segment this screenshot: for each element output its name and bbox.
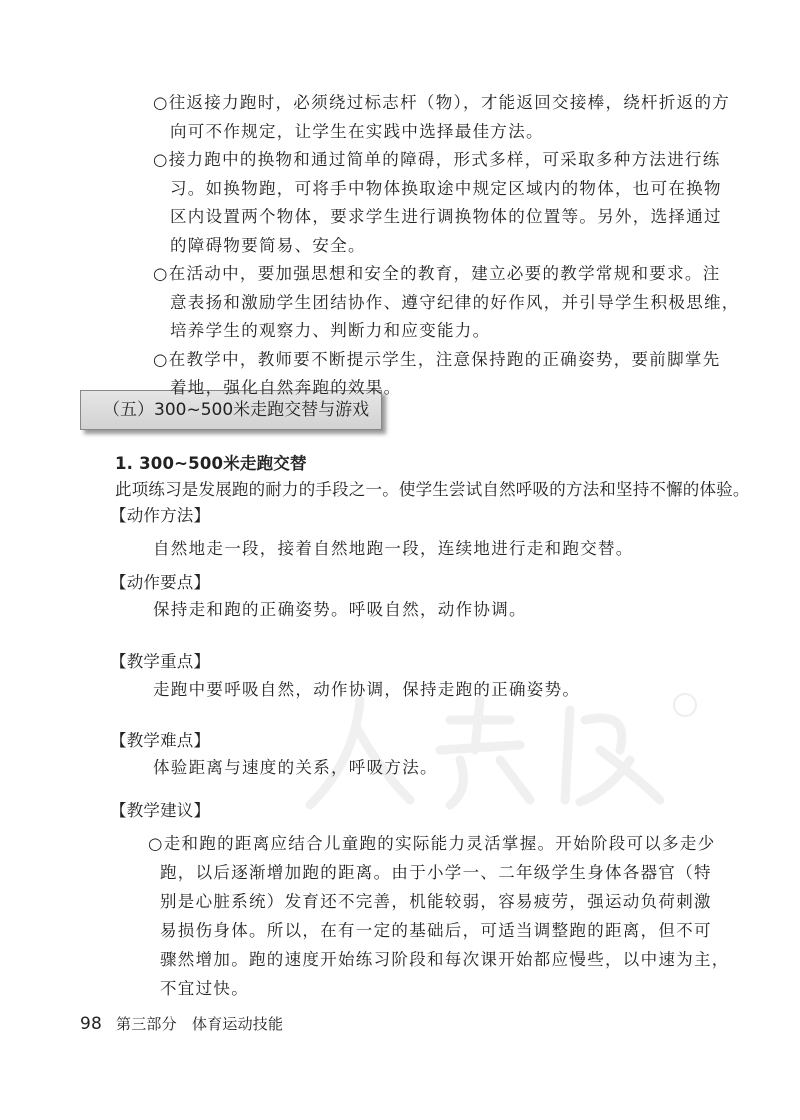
bullet-continuation: 培养学生的观察力、判断力和应变能力。 (170, 321, 491, 340)
block-label: 【动作要点】 (110, 573, 211, 592)
page-number: 98 (80, 1014, 103, 1034)
block-text: 保持走和跑的正确姿势。呼吸自然，动作协调。 (153, 600, 527, 619)
suggestion-continuation: 跑，以后逐渐增加跑的距离。由于小学一、二年级学生身体各器官（特 (160, 863, 712, 882)
bullet-continuation: 意表扬和激励学生团结协作、遵守纪律的好作风，并引导学生积极思维， (170, 292, 740, 312)
bullet-continuation: 的障碍物要简易、安全。 (170, 235, 366, 255)
bullet-item: ○在教学中，教师要不断提示学生，注意保持跑的正确姿势，要前脚掌先 (153, 349, 721, 369)
suggestion-continuation: 别是心脏系统）发育还不完善，机能较弱，容易疲劳，强运动负荷刺激 (160, 892, 712, 911)
suggestion-continuation: 易损伤身体。所以，在有一定的基础后，可适当调整跑的距离，但不可 (160, 921, 712, 940)
block-label: 【教学难点】 (110, 731, 211, 750)
block-label: 【教学重点】 (110, 652, 211, 671)
block-text: 走跑中要呼吸自然，动作协调，保持走跑的正确姿势。 (153, 680, 581, 699)
block-label: 【教学建议】 (110, 801, 211, 820)
suggestion-item: ○走和跑的距离应结合儿童跑的实际能力灵活掌握。开始阶段可以多走少 (148, 834, 716, 853)
block-text: 自然地走一段，接着自然地跑一段，连续地进行走和跑交替。 (153, 539, 634, 558)
bullet-continuation: 区内设置两个物体，要求学生进行调换物体的位置等。另外，选择通过 (170, 207, 722, 226)
section-title: （五）300~500米走跑交替与游戏 (103, 400, 370, 420)
block-text: 体验距离与速度的关系，呼吸方法。 (153, 758, 438, 777)
bullet-continuation: 习。如换物跑，可将手中物体换取途中规定区域内的物体，也可在换物 (170, 178, 722, 198)
bullet-continuation: 着地，强化自然奔跑的效果。 (170, 378, 402, 397)
bullet-continuation: 向可不作规定，让学生在实践中选择最佳方法。 (170, 121, 544, 141)
suggestion-continuation: 骤然增加。跑的速度开始练习阶段和每次课开始都应慢些，以中速为主， (160, 950, 730, 969)
bullet-item: ○在活动中，要加强思想和安全的教育，建立必要的教学常规和要求。注 (153, 264, 721, 283)
footer-part-title: 第三部分 体育运动技能 (116, 1015, 284, 1033)
intro-paragraph: 此项练习是发展跑的耐力的手段之一。使学生尝试自然呼吸的方法和坚持不懈的体验。 (115, 480, 750, 499)
publisher-watermark-logo (300, 690, 700, 810)
suggestion-continuation: 不宜过快。 (160, 979, 249, 998)
block-label: 【动作方法】 (110, 506, 211, 525)
subsection-title: 1. 300~500米走跑交替 (115, 454, 307, 473)
bullet-item: ○往返接力跑时，必须绕过标志杆（物），才能返回交接棒，绕杆折返的方 (153, 93, 731, 112)
bullet-item: ○接力跑中的换物和通过简单的障碍，形式多样，可采取多种方法进行练 (153, 150, 721, 169)
